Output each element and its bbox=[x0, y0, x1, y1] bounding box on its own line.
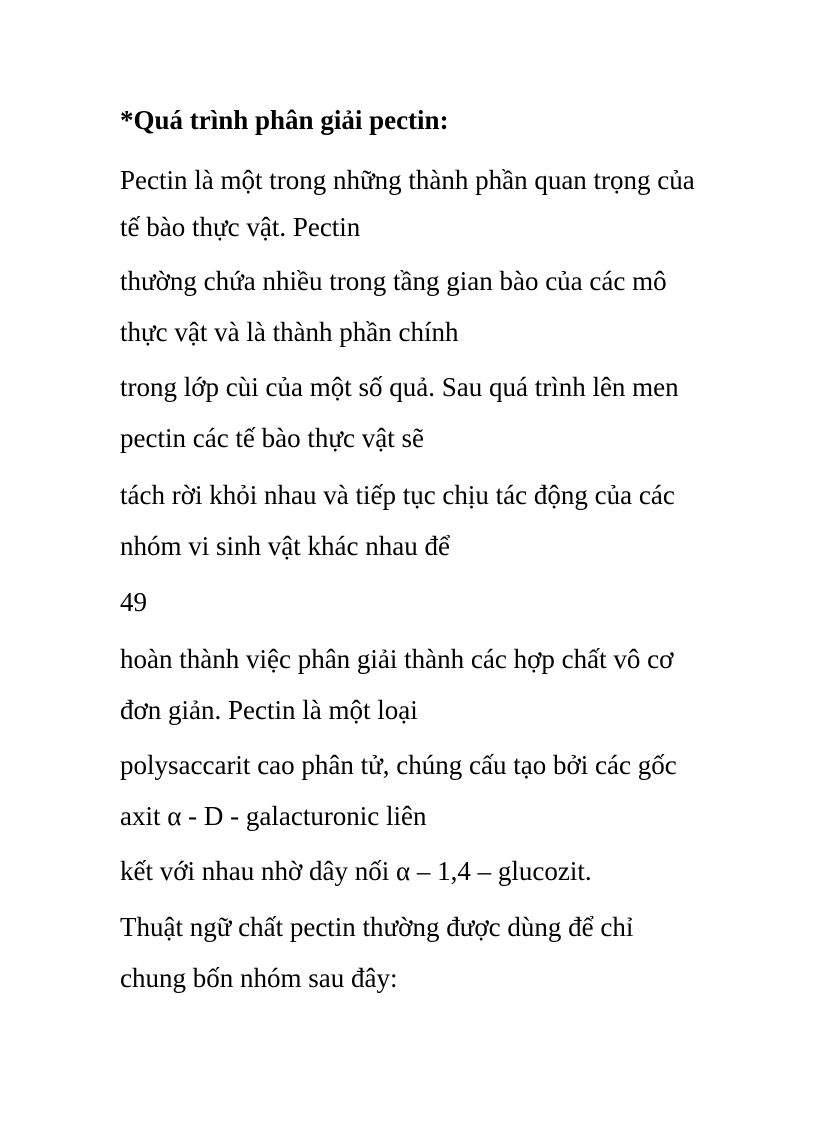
text-line: nhóm vi sinh vật khác nhau để bbox=[120, 531, 450, 561]
text-line: pectin các tế bào thực vật sẽ bbox=[120, 423, 424, 453]
text-line: Thuật ngữ chất pectin thường được dùng để chỉ bbox=[120, 912, 634, 942]
section-heading: *Quá trình phân giải pectin: bbox=[120, 105, 449, 135]
text-line: Pectin là một trong những thành phần quan trọng của bbox=[120, 165, 695, 195]
text-line: kết với nhau nhờ dây nối α – 1,4 – glucozit. bbox=[120, 856, 592, 886]
text-line: đơn giản. Pectin là một loại bbox=[120, 695, 418, 725]
text-line: hoàn thành việc phân giải thành các hợp chất vô cơ bbox=[120, 644, 674, 674]
text-line: thực vật và là thành phần chính bbox=[120, 317, 459, 347]
text-line: axit α - D - galacturonic liên bbox=[120, 801, 427, 831]
page-number: 49 bbox=[120, 587, 147, 617]
text-line: trong lớp cùi của một số quả. Sau quá trình lên men bbox=[120, 372, 679, 402]
text-line: thường chứa nhiều trong tầng gian bào của các mô bbox=[120, 266, 667, 296]
text-line: chung bốn nhóm sau đây: bbox=[120, 963, 398, 993]
text-line: tách rời khỏi nhau và tiếp tục chịu tác động của các bbox=[120, 480, 675, 510]
text-line: tế bào thực vật. Pectin bbox=[120, 212, 361, 242]
text-line: polysaccarit cao phân tử, chúng cấu tạo bởi các gốc bbox=[120, 750, 677, 780]
